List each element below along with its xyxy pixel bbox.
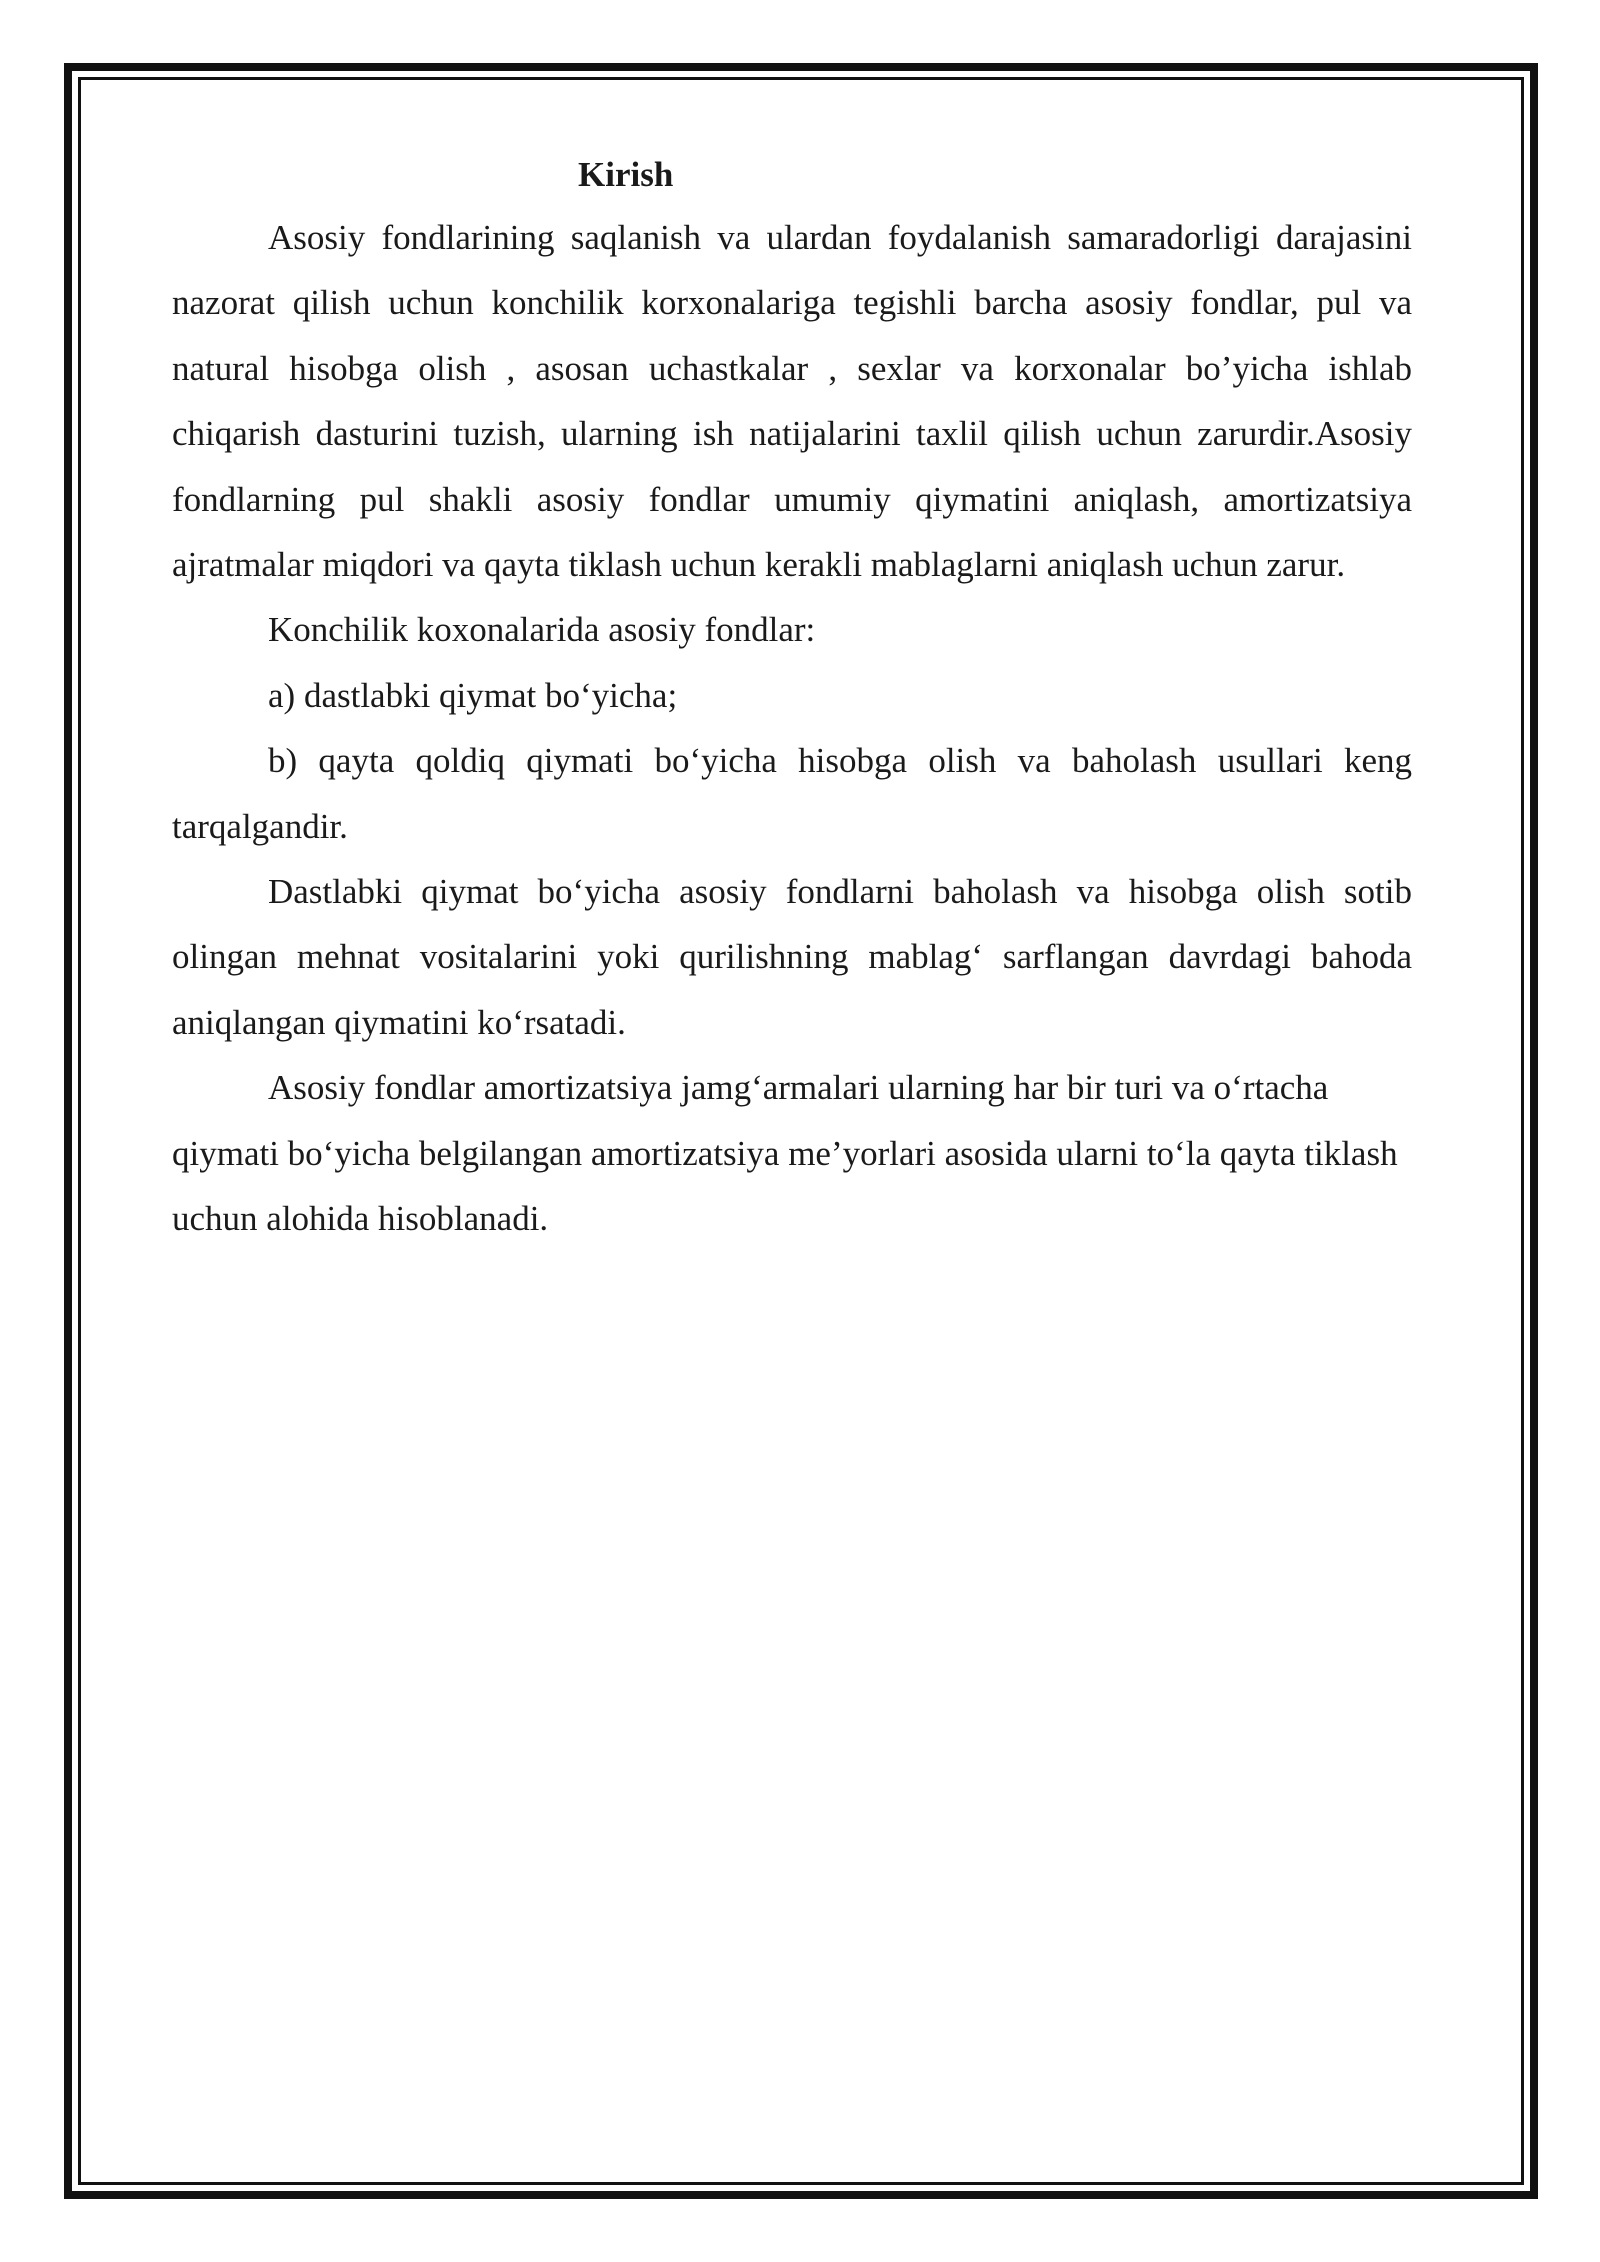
paragraph-list-intro: Konchilik koxonalarida asosiy fondlar: xyxy=(268,610,816,650)
document-title: Kirish xyxy=(578,155,674,194)
list-item-b: b) qayta qoldiq qiymati bo‘yicha hisobga olish va baholash usullari keng tarqalgandir. xyxy=(172,741,1412,846)
paragraph-initial-value: Dastlabki qiymat bo‘yicha asosiy fondlarni baholash va hisobga olish sotib olingan mehnat vositalarini yoki qurilishning mablag‘ sarflangan davrdagi bahoda aniqlangan qiymatini ko‘rsatadi. xyxy=(172,872,1412,1042)
paragraph-amortization: Asosiy fondlar amortizatsiya jamg‘armalari ularning har bir turi va o‘rtacha qiymati bo‘yicha belgilangan amortizatsiya me’yorlari asosida ularni to‘la qayta tiklash uchun alohida hisoblanadi. xyxy=(172,1068,1398,1239)
list-item-a: a) dastlabki qiymat bo‘yicha; xyxy=(268,675,678,715)
document-body xyxy=(172,145,1412,1252)
paragraph-intro: Asosiy fondlarining saqlanish va ulardan foydalanish samaradorligi darajasini nazorat qilish uchun konchilik korxonalariga tegishli barcha asosiy fondlar, pul va natural hisobga olish , asosan uchastkalar , sexlar va korxonalar bo’yicha ishlab chiqarish dasturini tuzish, ularning ish natijalarini taxlil qilish uchun zarurdir.Asosiy fondlarning pul shakli asosiy fondlar umumiy qiymatini aniqlash, amortizatsiya ajratmalar miqdori va qayta tiklash uchun kerakli mablaglarni aniqlash uchun zarur. xyxy=(172,218,1412,585)
